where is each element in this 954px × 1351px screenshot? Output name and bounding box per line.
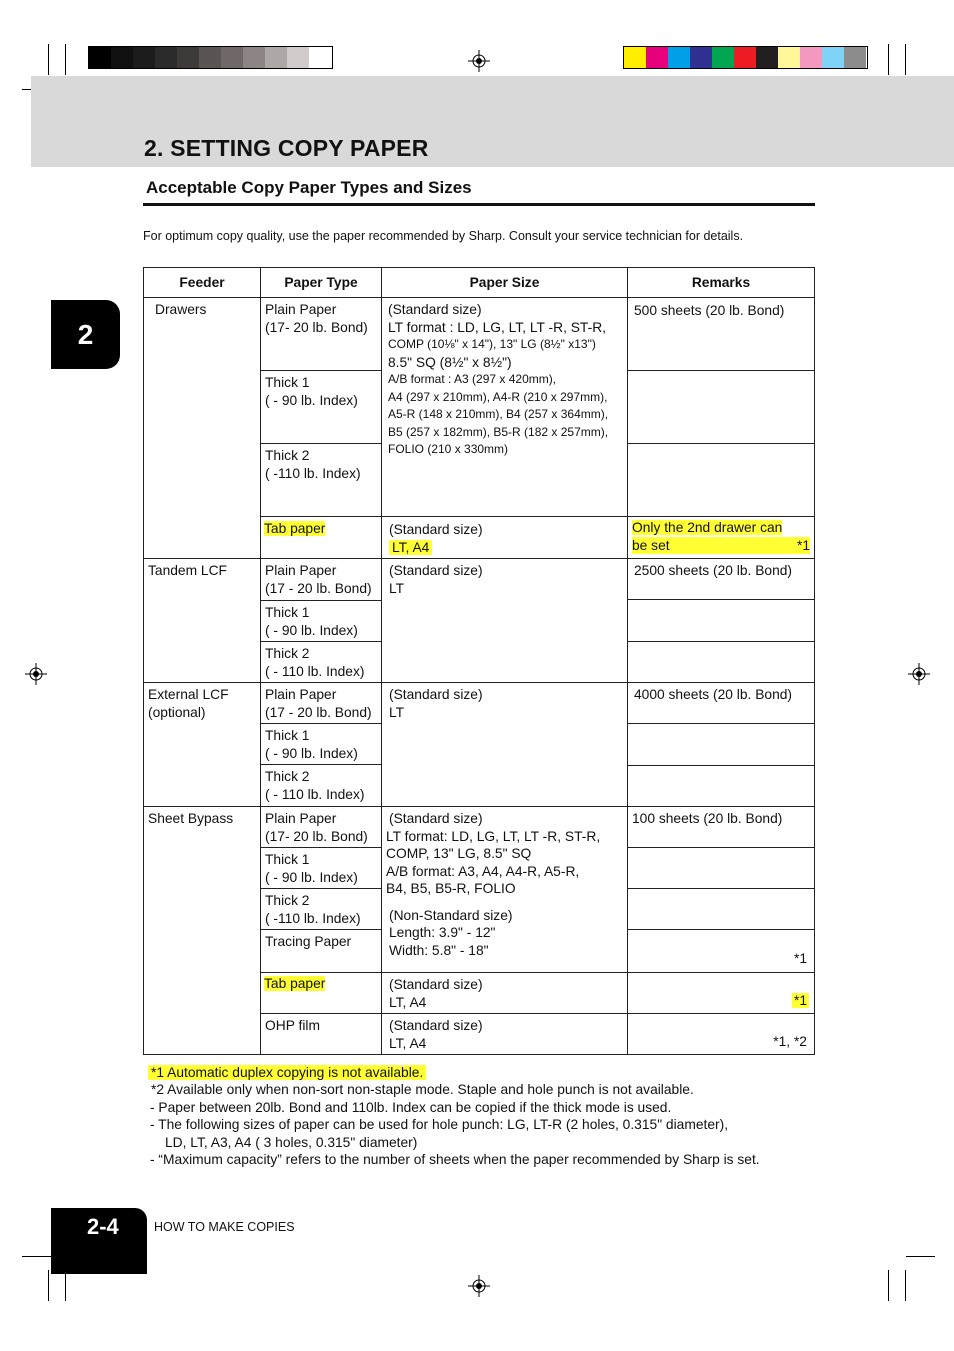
chapter-tab: 2 — [51, 300, 120, 369]
note-hole-punch: - The following sizes of paper can be used for hole punch: LG, LT-R (2 holes, 0.315" diameter), — [150, 1117, 729, 1133]
remark-ohp-film: *1, *2 — [627, 1013, 815, 1055]
gray-swatch — [221, 47, 243, 68]
color-swatch — [624, 47, 646, 68]
gray-swatch — [89, 47, 111, 68]
footnote-1: *1 Automatic duplex copying is not available. — [148, 1065, 426, 1080]
color-swatch — [800, 47, 822, 68]
note-thick-mode: - Paper between 20lb. Bond and 110lb. Index can be copied if the thick mode is used. — [150, 1099, 672, 1115]
crop-mark — [888, 44, 889, 75]
gray-swatch — [265, 47, 287, 68]
type-plain: Plain Paper (17 - 20 lb. Bond) — [260, 682, 382, 724]
feeder-sheet-bypass: Sheet Bypass — [143, 806, 261, 1055]
feeder-external-lcf: External LCF (optional) — [143, 682, 261, 807]
crop-mark — [888, 1270, 889, 1301]
type-tab-paper: Tab paper — [260, 972, 382, 1014]
type-thick1: Thick 1 ( - 90 lb. Index) — [260, 370, 382, 444]
header-paper-size: Paper Size — [381, 267, 628, 298]
type-thick1: Thick 1 ( - 90 lb. Index) — [260, 600, 382, 642]
header-feeder: Feeder — [143, 267, 261, 298]
remark-empty — [627, 641, 815, 683]
crop-mark — [905, 44, 906, 75]
remark-empty — [627, 370, 815, 444]
type-thick2: Thick 2 ( - 110 lb. Index) — [260, 641, 382, 683]
color-swatch — [668, 47, 690, 68]
registration-mark-icon — [468, 1275, 490, 1297]
remark-tracing-paper: *1 — [627, 929, 815, 973]
crop-mark — [22, 1256, 51, 1257]
gray-swatch — [243, 47, 265, 68]
type-thick1: Thick 1 ( - 90 lb. Index) — [260, 723, 382, 765]
type-tab-paper: Tab paper — [260, 516, 382, 559]
note-hole-punch-cont: LD, LT, A3, A4 ( 3 holes, 0.315" diameter) — [165, 1134, 418, 1150]
crop-mark — [905, 1270, 906, 1301]
section-subtitle: Acceptable Copy Paper Types and Sizes — [146, 178, 472, 197]
crop-mark — [65, 1270, 66, 1301]
remark-empty — [627, 847, 815, 889]
gray-swatch — [111, 47, 133, 68]
color-swatch — [778, 47, 800, 68]
color-swatch — [690, 47, 712, 68]
size-tab-paper: (Standard size) LT, A4 — [381, 516, 628, 559]
remark-tab-paper: Only the 2nd drawer can be set *1 — [627, 516, 815, 559]
type-thick1: Thick 1 ( - 90 lb. Index) — [260, 847, 382, 889]
gray-swatch — [309, 47, 331, 68]
footnote-2: *2 Available only when non-sort non-staple mode. Staple and hole punch is not available. — [151, 1082, 694, 1098]
type-ohp-film: OHP film — [260, 1013, 382, 1055]
color-bar — [623, 46, 868, 69]
color-swatch — [844, 47, 866, 68]
remark-drawers: 500 sheets (20 lb. Bond) — [627, 297, 815, 371]
size-drawers: (Standard size) LT format : LD, LG, LT, LT -R, ST-R, COMP (10⅛" x 14"), 13" LG (8½" x13") 8.5" SQ (8½" x 8½") A/B format : A3 (297 x 420mm), A4 (297 x 210mm), A4-R (210 x 297mm), A5-R (148 x 210mm), B4 (257 x 364mm), B5 (257 x 182mm), B5-R (182 x 257mm), FOLIO (210 x 330mm) — [381, 297, 628, 517]
feeder-drawers: Drawers — [143, 297, 261, 559]
gray-swatch — [133, 47, 155, 68]
grayscale-bar — [88, 46, 333, 69]
registration-mark-icon — [25, 663, 47, 685]
color-swatch — [734, 47, 756, 68]
page-number-box — [51, 1208, 147, 1274]
footnotes — [148, 1064, 760, 1168]
header-paper-type: Paper Type — [260, 267, 382, 298]
size-tab-paper: (Standard size) LT, A4 — [381, 972, 628, 1014]
page-title: 2. SETTING COPY PAPER — [144, 135, 429, 161]
remark-empty — [627, 888, 815, 930]
crop-mark — [48, 1270, 49, 1301]
remark-tab-paper: *1 — [627, 972, 815, 1014]
page-number: 2-4 — [87, 1214, 119, 1239]
size-tandem-lcf: (Standard size) LT — [381, 558, 628, 683]
type-plain: Plain Paper (17- 20 lb. Bond) — [260, 297, 382, 371]
color-swatch — [712, 47, 734, 68]
type-plain: Plain Paper (17- 20 lb. Bond) — [260, 806, 382, 848]
type-tracing-paper: Tracing Paper — [260, 929, 382, 973]
crop-mark — [48, 44, 49, 75]
title-rule — [143, 203, 815, 206]
crop-mark — [906, 1256, 935, 1257]
type-thick2: Thick 2 ( -110 lb. Index) — [260, 443, 382, 517]
section-name: HOW TO MAKE COPIES — [154, 1220, 295, 1234]
note-max-capacity: - “Maximum capacity” refers to the number of sheets when the paper recommended by Sharp is set. — [150, 1152, 760, 1168]
size-external-lcf: (Standard size) LT — [381, 682, 628, 807]
color-swatch — [822, 47, 844, 68]
intro-text: For optimum copy quality, use the paper recommended by Sharp. Consult your service technician for details. — [143, 229, 744, 243]
remark-empty — [627, 443, 815, 517]
remark-empty — [627, 723, 815, 766]
type-plain: Plain Paper (17 - 20 lb. Bond) — [260, 558, 382, 601]
size-ohp-film: (Standard size) LT, A4 — [381, 1013, 628, 1055]
header-remarks: Remarks — [627, 267, 815, 298]
gray-swatch — [199, 47, 221, 68]
remark-external-lcf: 4000 sheets (20 lb. Bond) — [627, 682, 815, 724]
type-thick2: Thick 2 ( -110 lb. Index) — [260, 888, 382, 930]
remark-tandem-lcf: 2500 sheets (20 lb. Bond) — [627, 558, 815, 600]
crop-mark — [65, 44, 66, 75]
gray-swatch — [155, 47, 177, 68]
registration-mark-icon — [468, 50, 490, 72]
type-thick2: Thick 2 ( - 110 lb. Index) — [260, 764, 382, 807]
gray-swatch — [287, 47, 309, 68]
size-sheet-bypass: (Standard size) LT format: LD, LG, LT, LT -R, ST-R, COMP, 13" LG, 8.5" SQ A/B format: A3, A4, A4-R, A5-R, B4, B5, B5-R, FOLIO (Non-Standard size) Length: 3.9" - 12" Width: 5.8" - 18" — [381, 806, 628, 973]
gray-swatch — [177, 47, 199, 68]
color-swatch — [756, 47, 778, 68]
remark-empty — [627, 599, 815, 642]
registration-mark-icon — [908, 663, 930, 685]
remark-empty — [627, 765, 815, 807]
feeder-tandem-lcf: Tandem LCF — [143, 558, 261, 683]
color-swatch — [646, 47, 668, 68]
remark-sheet-bypass: 100 sheets (20 lb. Bond) — [627, 806, 815, 848]
